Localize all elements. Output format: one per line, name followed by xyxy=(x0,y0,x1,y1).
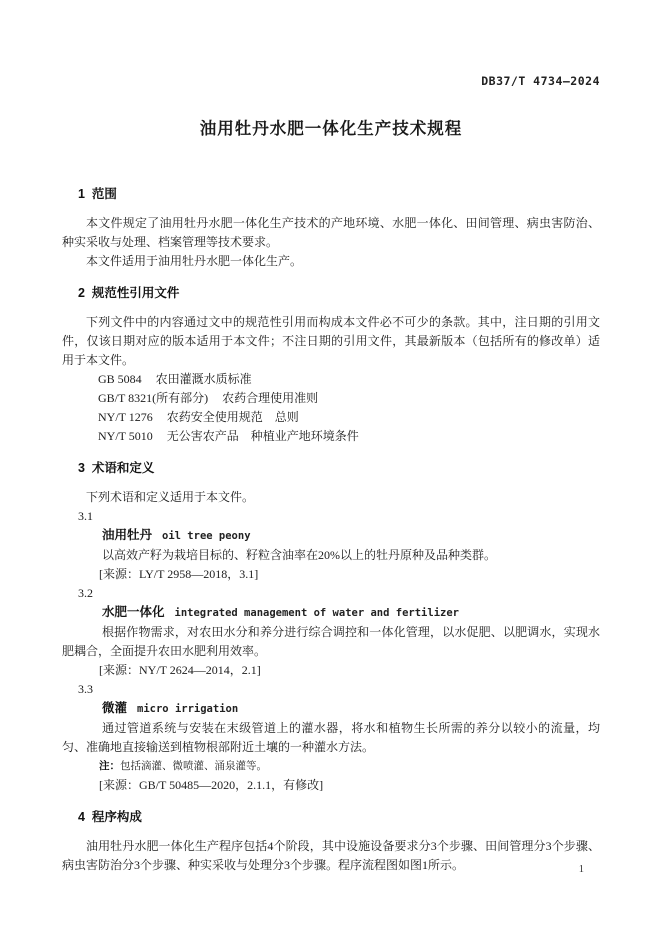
term-title xyxy=(102,699,600,719)
reference-item xyxy=(98,370,600,389)
term-number: 3.2 xyxy=(78,586,93,600)
term-entry xyxy=(62,584,600,680)
term-name-en: integrated management of water and fertilizer xyxy=(174,607,459,619)
reference-name: 无公害农产品 种植业产地环境条件 xyxy=(166,429,359,443)
reference-name: 农田灌溉水质标准 xyxy=(155,372,252,386)
term-source: [来源：LY/T 2958—2018，3.1] xyxy=(99,567,259,581)
term-source: [来源：GB/T 50485—2020，2.1.1，有修改] xyxy=(99,778,324,792)
section-2-body xyxy=(62,313,600,446)
term-name-en: micro irrigation xyxy=(137,703,239,715)
paragraph: 本文件规定了油用牡丹水肥一体化生产技术的产地环境、水肥一体化、田间管理、病虫害防治、种实采收与处理、档案管理等技术要求。 xyxy=(62,216,600,249)
term-note xyxy=(99,757,600,776)
term-entry xyxy=(62,680,600,795)
reference-code: NY/T 5010 xyxy=(98,429,153,443)
note-label: 注： xyxy=(99,760,120,772)
document-title: 油用牡丹水肥一体化生产技术规程 xyxy=(199,120,463,138)
reference-code: GB/T 8321(所有部分) xyxy=(98,391,209,405)
standard-code: DB37/T 4734—2024 xyxy=(481,74,600,88)
paragraph: 本文件适用于油用牡丹水肥一体化生产。 xyxy=(86,254,303,268)
section-1-heading: 1 范围 xyxy=(78,187,117,201)
section-4-body xyxy=(62,837,600,875)
reference-code: NY/T 1276 xyxy=(98,410,153,424)
term-entry xyxy=(62,507,600,584)
term-title xyxy=(102,526,600,546)
page-number: 1 xyxy=(578,864,584,875)
term-definition: 根据作物需求，对农田水分和养分进行综合调控和一体化管理，以水促肥、以肥调水，实现水肥耦合，全面提升农田水肥利用效率。 xyxy=(62,625,600,658)
paragraph: 下列术语和定义适用于本文件。 xyxy=(86,490,255,504)
term-name-cn: 油用牡丹 xyxy=(102,528,153,542)
paragraph: 下列文件中的内容通过文中的规范性引用而构成本文件必不可少的条款。其中，注日期的引用文件，仅该日期对应的版本适用于本文件；不注日期的引用文件，其最新版本（包括所有的修改单）适用于本文件。 xyxy=(62,315,600,367)
term-number: 3.1 xyxy=(78,509,93,523)
reference-list xyxy=(98,370,600,446)
term-name-cn: 水肥一体化 xyxy=(102,605,165,619)
reference-item xyxy=(98,427,600,446)
term-definition: 通过管道系统与安装在末级管道上的灌水器，将水和植物生长所需的养分以较小的流量，均匀、准确地直接输送到植物根部附近土壤的一种灌水方法。 xyxy=(62,721,600,754)
section-3-body xyxy=(62,488,600,795)
reference-item xyxy=(98,408,600,427)
term-name-en: oil tree peony xyxy=(162,530,251,542)
reference-name: 农药安全使用规范 总则 xyxy=(166,410,299,424)
reference-code: GB 5084 xyxy=(98,372,142,386)
section-3-heading: 3 术语和定义 xyxy=(78,461,155,475)
note-text: 包括滴灌、微喷灌、涌泉灌等。 xyxy=(120,761,267,772)
term-source: [来源：NY/T 2624—2014，2.1] xyxy=(99,663,261,677)
paragraph: 油用牡丹水肥一体化生产程序包括4个阶段，其中设施设备要求分3个步骤、田间管理分3个步骤、病虫害防治分3个步骤、种实采收与处理分3个步骤。程序流程图如图1所示。 xyxy=(62,839,600,872)
section-1-body xyxy=(62,214,600,271)
reference-name: 农药合理使用准则 xyxy=(222,391,319,405)
term-number: 3.3 xyxy=(78,682,93,696)
section-4-heading: 4 程序构成 xyxy=(78,810,142,824)
reference-item xyxy=(98,389,600,408)
term-definition: 以高效产籽为栽培目标的、籽粒含油率在20%以上的牡丹原种及品种类群。 xyxy=(102,548,496,562)
section-2-heading: 2 规范性引用文件 xyxy=(78,286,180,300)
term-title xyxy=(102,603,600,623)
term-name-cn: 微灌 xyxy=(102,701,128,715)
